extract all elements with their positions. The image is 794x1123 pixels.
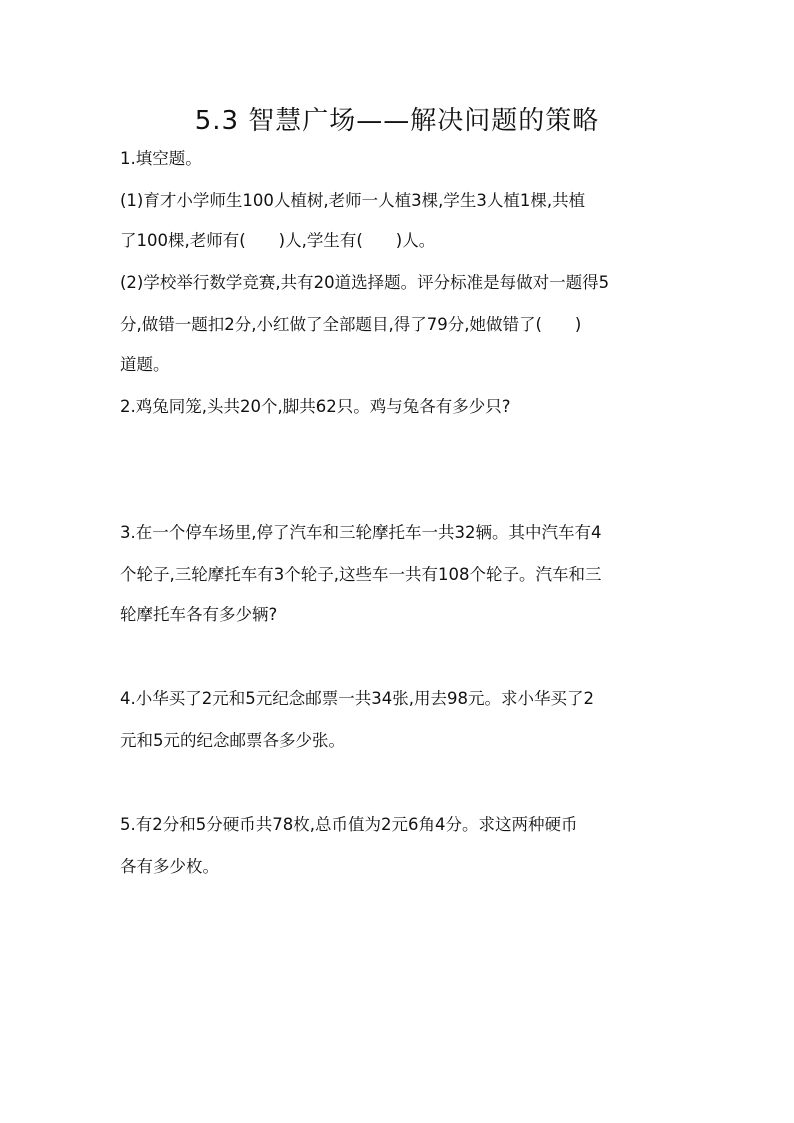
- question-3-line-3: 轮摩托车各有多少辆?: [120, 605, 278, 624]
- question-1-2-line-1: (2)学校举行数学竞赛,共有20道选择题。评分标准是每做对一题得5: [120, 273, 610, 292]
- question-1-1-line-1: (1)育才小学师生100人植树,老师一人植3棵,学生3人植1棵,共植: [120, 191, 586, 210]
- question-2: 2.鸡兔同笼,头共20个,脚共62只。鸡与兔各有多少只?: [120, 397, 511, 416]
- question-1-2-line-3: 道题。: [120, 355, 170, 374]
- question-3-line-2: 个轮子,三轮摩托车有3个轮子,这些车一共有108个轮子。汽车和三: [120, 565, 602, 584]
- question-4-line-1: 4.小华买了2元和5元纪念邮票一共34张,用去98元。求小华买了2: [120, 689, 594, 708]
- question-3-line-1: 3.在一个停车场里,停了汽车和三轮摩托车一共32辆。其中汽车有4: [120, 523, 602, 542]
- question-5-line-1: 5.有2分和5分硬币共78枚,总币值为2元6角4分。求这两种硬币: [120, 815, 578, 834]
- question-1-1-line-2: 了100棵,老师有( )人,学生有( )人。: [120, 231, 436, 250]
- page-title: 5.3 智慧广场——解决问题的策略: [194, 106, 600, 136]
- question-5-line-2: 各有多少枚。: [120, 857, 219, 876]
- section-1-heading: 1.填空题。: [120, 149, 202, 168]
- question-4-line-2: 元和5元的纪念邮票各多少张。: [120, 731, 345, 750]
- question-1-2-line-2: 分,做错一题扣2分,小红做了全部题目,得了79分,她做错了( ): [120, 315, 582, 334]
